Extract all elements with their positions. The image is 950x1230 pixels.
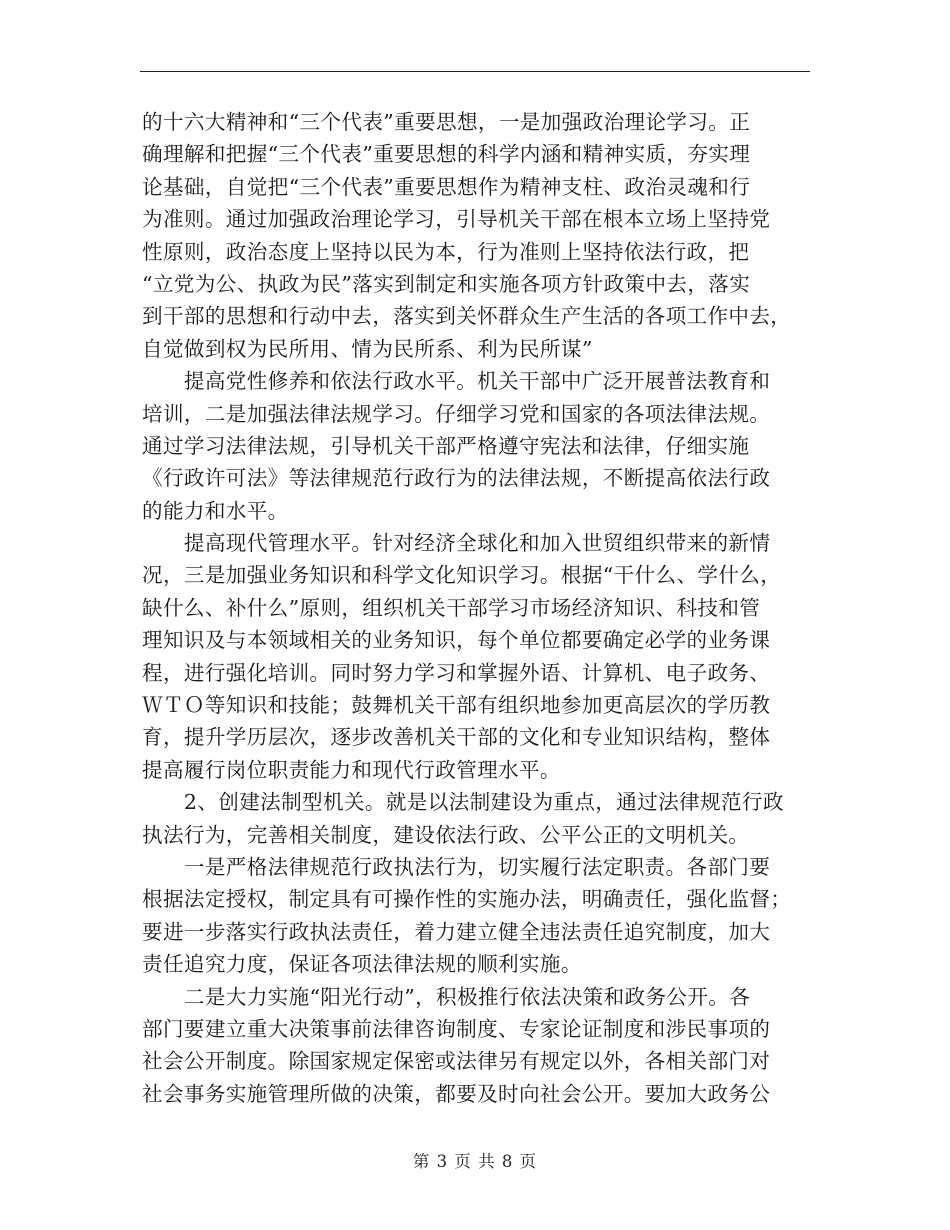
text-line: 《行政许可法》等法律规范行政行为的法律法规，不断提高依法行政 <box>142 466 771 491</box>
text-line: 为准则。通过加强政治理论学习，引导机关干部在根本立场上坚持党 <box>142 207 771 232</box>
text-line: 二是大力实施“阳光行动”，积极推行依法决策和政务公开。各 <box>142 984 751 1009</box>
text-line: 责任追究力度，保证各项法律法规的顺利实施。 <box>142 952 582 977</box>
text-line: 社会公开制度。除国家规定保密或法律另有规定以外，各相关部门对 <box>142 1049 771 1074</box>
text-line: 一是严格法律规范行政执法行为，切实履行法定职责。各部门要 <box>142 854 771 879</box>
text-line: 确理解和把握“三个代表”重要思想的科学内涵和精神实质，夯实理 <box>142 142 751 167</box>
text-line: 根据法定授权，制定具有可操作性的实施办法，明确责任，强化监督； <box>142 887 792 912</box>
text-line: 执法行为，完善相关制度，建设依法行政、公平公正的文明机关。 <box>142 822 750 847</box>
text-line: 自觉做到权为民所用、情为民所系、利为民所谋” <box>142 336 593 361</box>
text-line: 到干部的思想和行动中去，落实到关怀群众生产生活的各项工作中去， <box>142 304 792 329</box>
text-line: 理知识及与本领域相关的业务知识，每个单位都要确定必学的业务课 <box>142 628 771 653</box>
text-line: 程，进行强化培训。同时努力学习和掌握外语、计算机、电子政务、 <box>142 660 771 685</box>
text-line: 的能力和水平。 <box>142 498 289 523</box>
text-line: 提高现代管理水平。针对经济全球化和加入世贸组织带来的新情 <box>142 531 771 556</box>
text-line: 要进一步落实行政执法责任，着力建立健全违法责任追究制度，加大 <box>142 919 771 944</box>
text-line: 的十六大精神和“三个代表”重要思想，一是加强政治理论学习。正 <box>142 110 751 134</box>
page-footer: 第 3 页 共 8 页 <box>412 1152 538 1171</box>
text-line: 2、创建法制型机关。就是以法制建设为重点，通过法律规范行政 <box>142 790 784 815</box>
text-line: 通过学习法律法规，引导机关干部严格遵守宪法和法律，仔细实施 <box>142 433 750 458</box>
text-line: 育，提升学历层次，逐步改善机关干部的文化和专业知识结构，整体 <box>142 725 771 750</box>
text-line: “立党为公、执政为民”落实到制定和实施各项方针政策中去，落实 <box>142 271 751 296</box>
header-rule <box>140 71 810 72</box>
text-line: 缺什么、补什么”原则，组织机关干部学习市场经济知识、科技和管 <box>142 595 761 620</box>
text-line: 论基础，自觉把“三个代表”重要思想作为精神支柱、政治灵魂和行 <box>142 174 751 199</box>
text-line: 提高党性修养和依法行政水平。机关干部中广泛开展普法教育和 <box>142 369 771 394</box>
text-line: 社会事务实施管理所做的决策，都要及时向社会公开。要加大政务公 <box>142 1081 771 1106</box>
text-line: 提高履行岗位职责能力和现代行政管理水平。 <box>142 757 561 782</box>
text-line: ＷＴＯ等知识和技能；鼓舞机关干部有组织地参加更高层次的学历教 <box>142 693 771 718</box>
text-line: 况，三是加强业务知识和科学文化知识学习。根据“干什么、学什么， <box>142 563 782 588</box>
text-line: 性原则，政治态度上坚持以民为本，行为准则上坚持依法行政，把 <box>142 239 750 264</box>
document-body <box>142 106 818 1110</box>
text-line: 培训，二是加强法律法规学习。仔细学习党和国家的各项法律法规。 <box>142 401 771 426</box>
text-line: 部门要建立重大决策事前法律咨询制度、专家论证制度和涉民事项的 <box>142 1016 771 1041</box>
